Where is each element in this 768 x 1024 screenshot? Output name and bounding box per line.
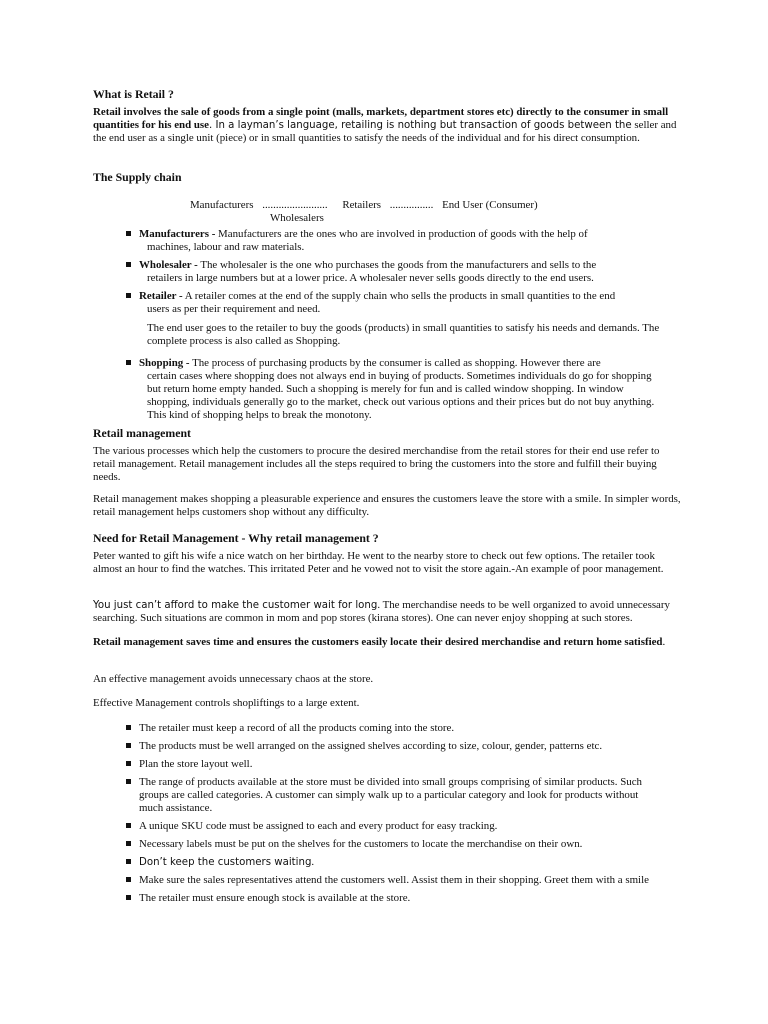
def-manufacturers-rest: machines, labour and raw materials. — [147, 241, 305, 253]
chain-dots-2: ................ — [389, 199, 434, 211]
list-item-retailer — [93, 290, 681, 348]
need-p2-emphasis: You just can’t afford to make the customer wait for long — [93, 600, 378, 611]
retail-definition — [93, 106, 681, 145]
shopping-list — [93, 357, 681, 422]
chain-wholesalers: Wholesalers — [270, 212, 324, 224]
term-wholesaler: Wholesaler - — [139, 259, 198, 271]
list-item: Necessary labels must be put on the shelves for the customers to locate the merchandise on their own. — [93, 838, 663, 851]
need-p1: Peter wanted to gift his wife a nice watch on her birthday. He went to the nearby store to check out few options. The retailer took almost an hour to find the watches. This irritated Peter and he vowed not to visit the store again.-An example of poor management. — [93, 550, 664, 575]
need-p3-bold: Retail management saves time and ensures the customers easily locate their desired merchandise and return home satisfied — [93, 636, 663, 648]
list-item-manufacturers — [93, 228, 681, 254]
list-item: The range of products available at the store must be divided into small groups comprising of similar products. Such groups are called categories. A customer can simply walk up to a particular category and look for products without much assistance. — [93, 776, 663, 815]
retail-management-p2: Retail management makes shopping a pleasurable experience and ensures the customers leave the store with a smile. In simpler words, retail management helps customers shop without any difficulty. — [93, 493, 681, 518]
list-item — [93, 856, 663, 869]
term-shopping: Shopping - — [139, 357, 190, 369]
need-p3 — [93, 636, 681, 649]
retailer-note: The end user goes to the retailer to buy the goods (products) in small quantities to satisfy his needs and demands. The complete process is also called as Shopping. — [147, 322, 660, 347]
need-p3-end: . — [662, 636, 666, 648]
term-retailer: Retailer - — [139, 290, 183, 302]
list-item-shopping — [93, 357, 681, 422]
list-item: Make sure the sales representatives attend the customers well. Assist them in their shopping. Greet them with a smile — [93, 874, 663, 887]
bullet-dont-keep-waiting-end: . — [311, 856, 315, 868]
list-item-wholesaler — [93, 259, 681, 285]
def-retailer-line1: A retailer comes at the end of the supply chain who sells the products in small quantities to the end — [182, 290, 616, 302]
chain-manufacturers: Manufacturers — [190, 199, 254, 211]
chain-end-user: End User (Consumer) — [442, 199, 538, 211]
def-shopping-rest: certain cases where shopping does not always end in buying of products. Sometimes individuals do go for shopping but return home empty handed. Such a shopping is merely for fun and is called window shopping. In window shopping, individuals generally go to the market, check out various options and their prices but do not buy anything. This kind of shopping helps to break the monotony. — [147, 370, 655, 421]
retail-management-p1: The various processes which help the customers to procure the desired merchandise from the retail stores for their end use refer to retail management. Retail management includes all the steps required to bring the customers into the store and fulfill their buying needs. — [93, 445, 660, 483]
heading-what-is-retail: What is Retail ? — [93, 87, 174, 101]
retail-management-checklist — [93, 722, 663, 905]
supply-chain-list — [93, 228, 681, 348]
need-p2 — [93, 599, 681, 625]
retail-definition-rest: seller and the end user as a single unit (piece) or in small quantities to satisfy the needs of the individual and for his direct consumption. — [93, 119, 677, 144]
def-shopping-line1: The process of purchasing products by the consumer is called as shopping. However there are — [189, 357, 601, 369]
chain-dots-1: ........................ — [262, 199, 328, 211]
need-p2-rest: . The merchandise needs to be well organized to avoid unnecessary searching. Such situations are common in mom and pop stores (kirana stores). One can never enjoy shopping at such stores. — [93, 599, 670, 624]
list-item: Plan the store layout well. — [93, 758, 663, 771]
supply-chain-diagram — [190, 199, 690, 225]
list-item: The products must be well arranged on the assigned shelves according to size, colour, gender, patterns etc. — [93, 740, 663, 753]
heading-need-for-retail-management: Need for Retail Management - Why retail management ? — [93, 531, 379, 545]
def-wholesaler-line1: The wholesaler is the one who purchases the goods from the manufacturers and sells to the — [197, 259, 597, 271]
list-item: The retailer must ensure enough stock is available at the store. — [93, 892, 663, 905]
chain-retailers: Retailers — [342, 199, 382, 211]
heading-retail-management: Retail management — [93, 426, 191, 440]
def-retailer-rest: users as per their requirement and need. — [147, 303, 321, 315]
need-p4: An effective management avoids unnecessary chaos at the store. — [93, 673, 374, 685]
retail-definition-bold: Retail involves the sale of goods from a single point (malls, markets, department stores etc) directly to the consumer in small quantities for his end use — [93, 106, 669, 131]
bullet-dont-keep-waiting: Don’t keep the customers waiting — [139, 857, 312, 868]
def-wholesaler-rest: retailers in large numbers but at a lower price. A wholesaler never sells goods directly to the end users. — [147, 272, 594, 284]
list-item: A unique SKU code must be assigned to each and every product for easy tracking. — [93, 820, 663, 833]
def-manufacturers-line1: Manufacturers are the ones who are involved in production of goods with the help of — [215, 228, 588, 240]
term-manufacturers: Manufacturers - — [139, 228, 216, 240]
retail-layman-text: . In a layman’s language, retailing is nothing but transaction of goods between the — [209, 120, 632, 131]
heading-supply-chain: The Supply chain — [93, 170, 182, 184]
need-p5: Effective Management controls shopliftings to a large extent. — [93, 697, 360, 709]
list-item: The retailer must keep a record of all the products coming into the store. — [93, 722, 663, 735]
